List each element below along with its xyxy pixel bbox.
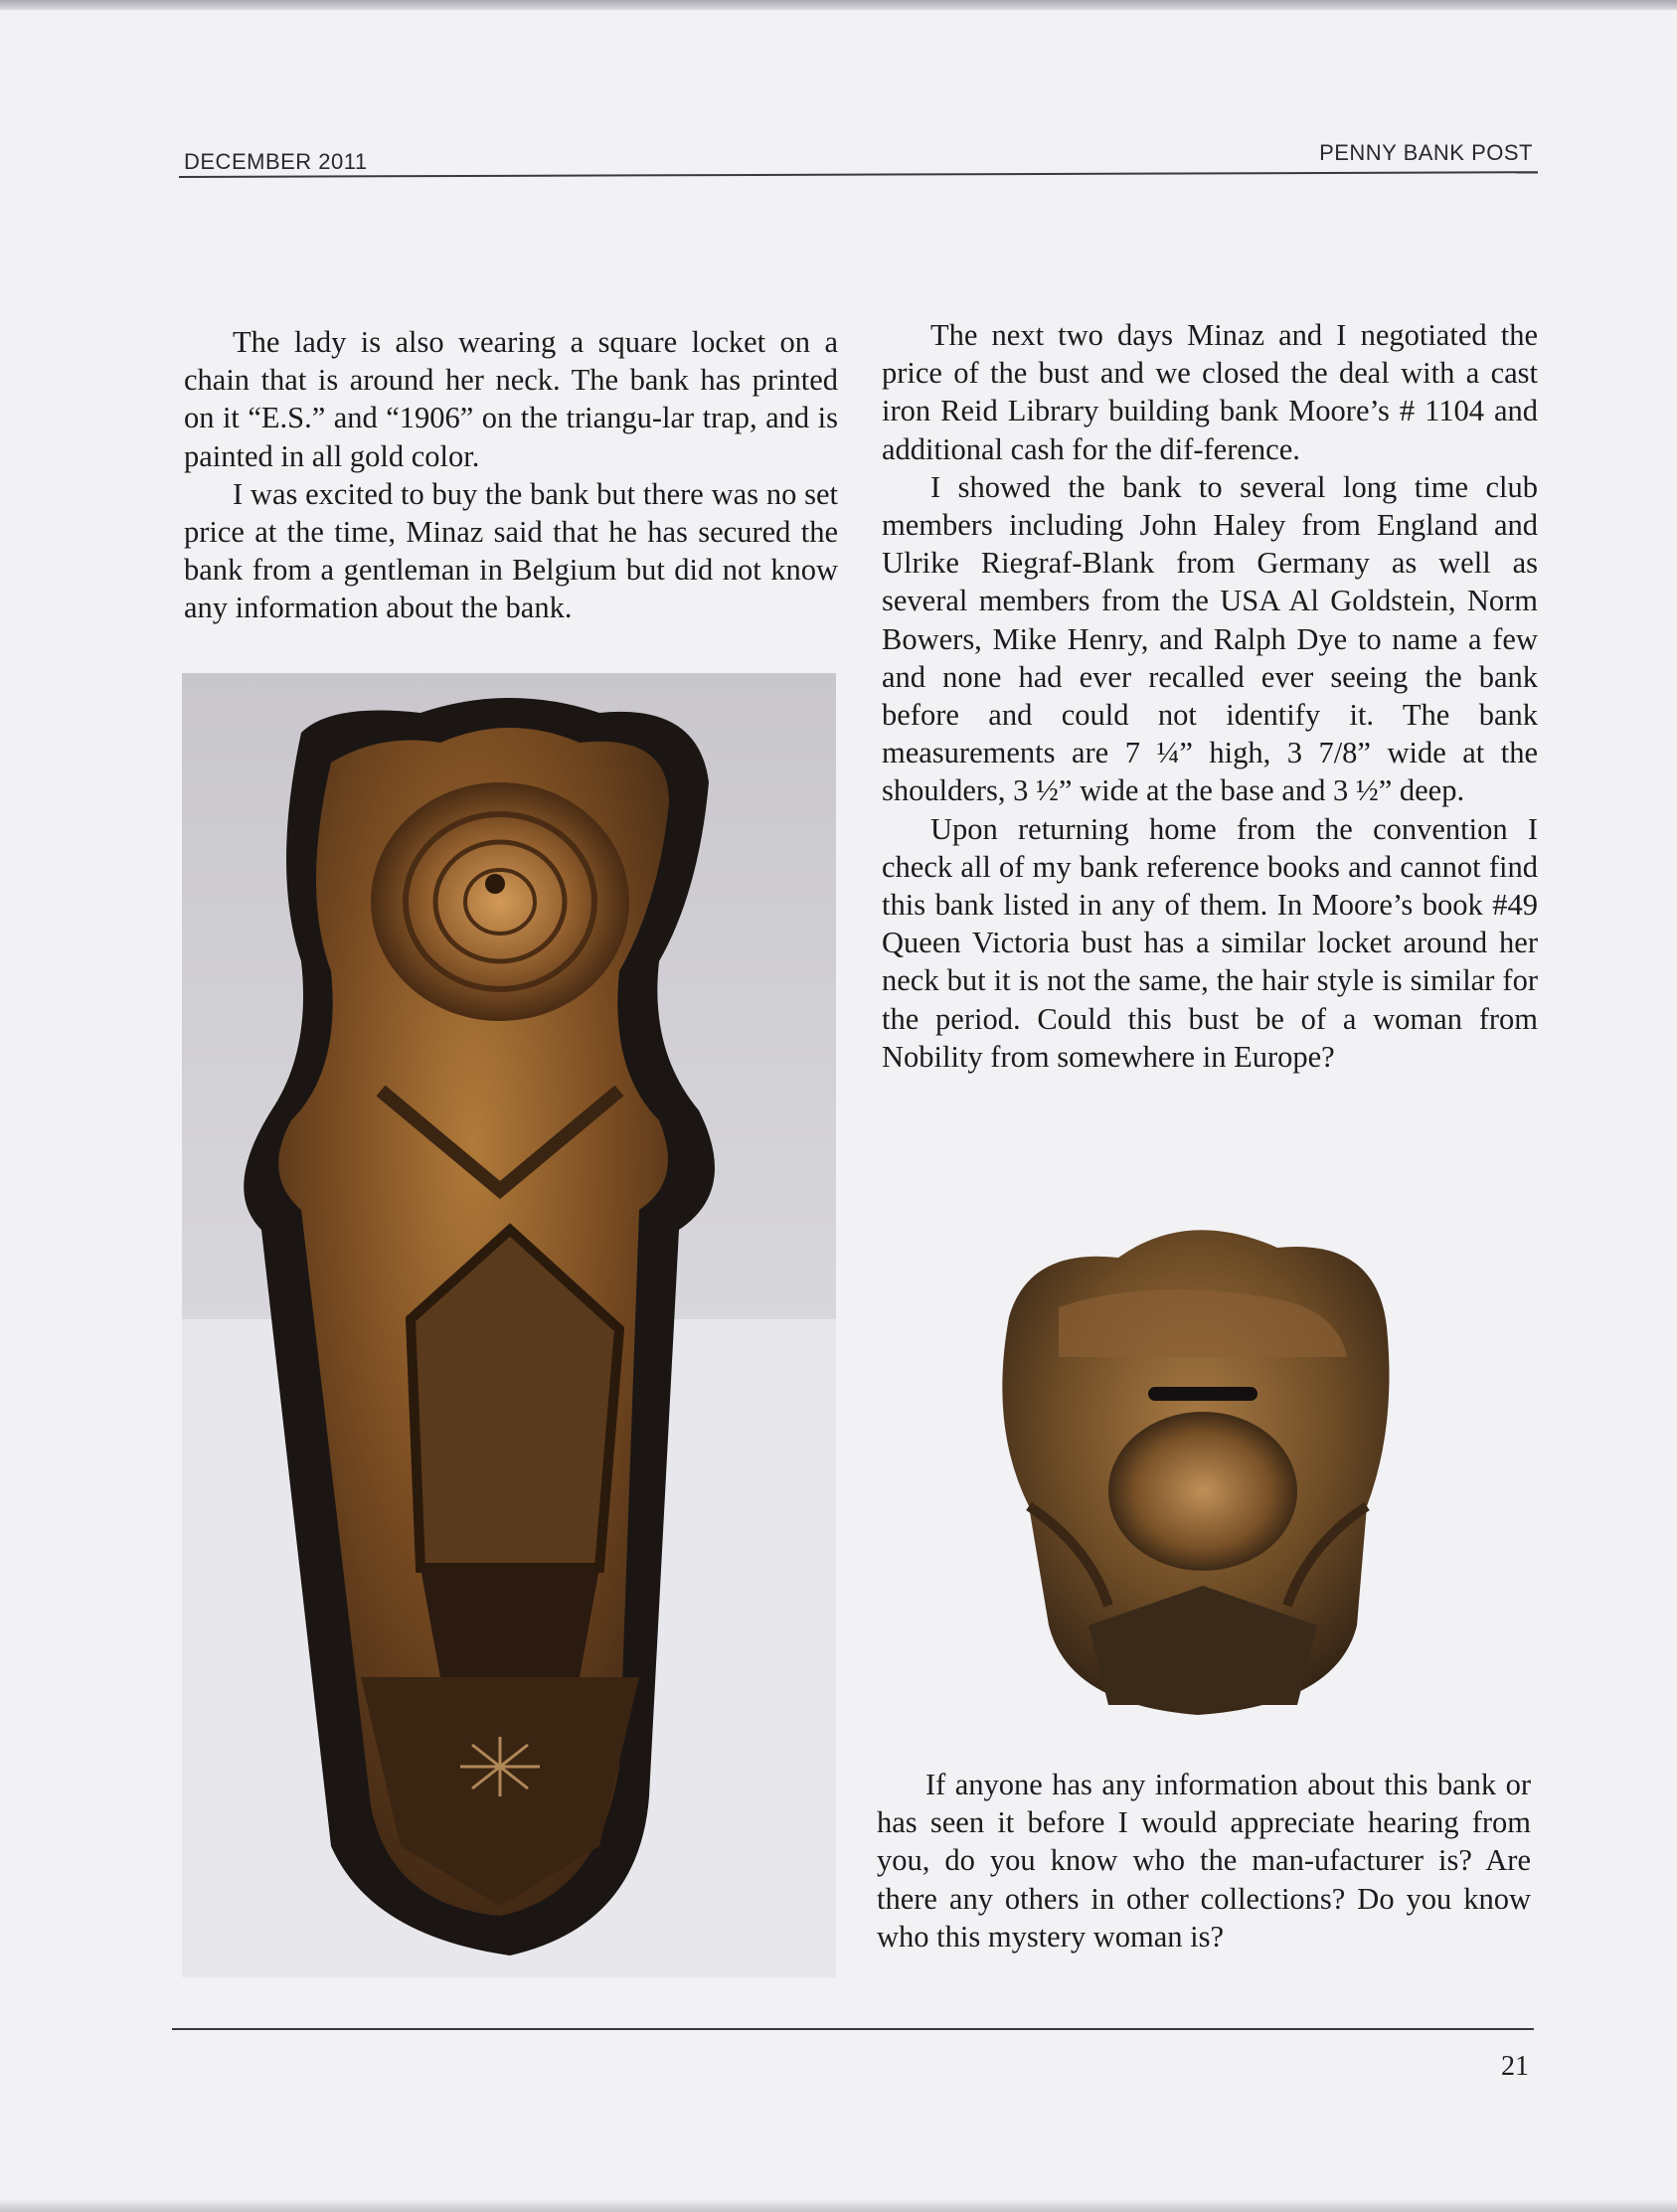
left-column-text: [184, 323, 838, 627]
bank-bust-top-photo: [969, 1208, 1426, 1745]
scan-edge-top: [0, 0, 1677, 10]
paragraph: I showed the bank to several long time club members including John Haley from England and Ulrike Riegraf-Blank from Germany as well as several members from the USA Al Goldstein, Norm Bowers, Mike Henry, and Ralph Dye to name a few and none had ever recalled ever seeing the bank before and could not identify it. The bank measurements are 7 ¼” high, 3 7/8” wide at the shoulders, 3 ½” wide at the base and 3 ½” deep.: [882, 469, 1538, 808]
publication-title: PENNY BANK POST: [1319, 140, 1533, 165]
scan-edge-bottom: [0, 2200, 1677, 2212]
paragraph: The next two days Minaz and I negotiated the price of the bust and we closed the deal with a cast iron Reid Library building bank Moore’s # 1104 and additional cash for the dif-ference.: [882, 318, 1538, 466]
bank-bust-front-photo: [182, 673, 836, 1977]
header-rule: [179, 171, 1538, 178]
footer-rule: [172, 2028, 1534, 2030]
paragraph: The lady is also wearing a square locket on a chain that is around her neck. The bank has printed on it “E.S.” and “1906” on the triangu-lar trap, and is painted in all gold color.: [184, 325, 838, 473]
issue-date: DECEMBER 2011: [184, 149, 368, 174]
paragraph: Upon returning home from the convention I check all of my bank reference books and cannot find this bank listed in any of them. In Moore’s book #49 Queen Victoria bust has a similar locket around her neck but it is not the same, the hair style is similar for the period. Could this bust be of a woman from Nobility from somewhere in Europe?: [882, 811, 1538, 1074]
paragraph: I was excited to buy the bank but there was no set price at the time, Minaz said that he has secured the bank from a gentleman in Belgium but did not know any information about the bank.: [184, 476, 838, 625]
page-number: 21: [1501, 2051, 1529, 2082]
closing-paragraph: [877, 1766, 1531, 1956]
right-column-text: [882, 316, 1538, 1076]
paragraph: If anyone has any information about this bank or has seen it before I would appreciate hearing from you, do you know who the man-ufacturer is? Are there any others in other collections? Do you know who this mystery woman is?: [877, 1768, 1531, 1954]
